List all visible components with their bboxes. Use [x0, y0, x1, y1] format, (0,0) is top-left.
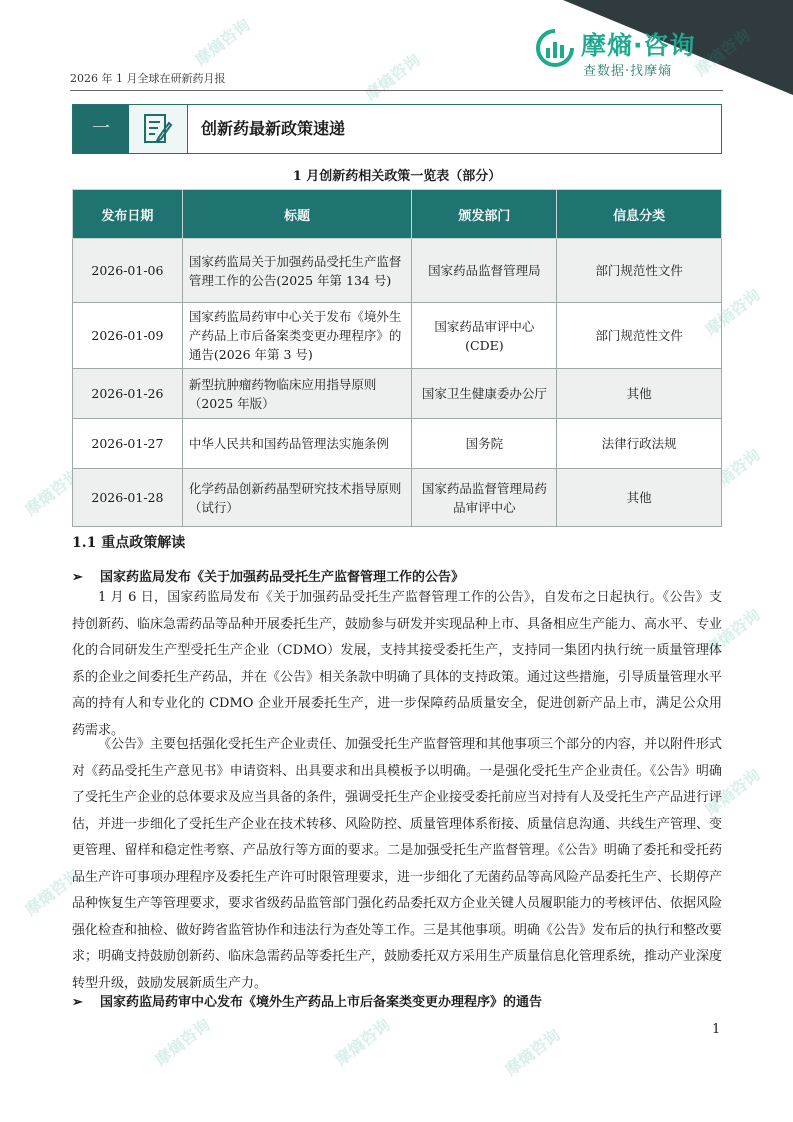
watermark: 摩熵咨询: [701, 285, 764, 340]
cell-date: 2026-01-28: [73, 469, 183, 527]
section-banner: [72, 104, 722, 154]
cell-department: 国家药品审评中心(CDE): [412, 303, 557, 369]
cell-category: 部门规范性文件: [557, 239, 722, 303]
bullet-heading: [72, 991, 542, 1010]
table-row: [73, 369, 722, 419]
cell-category: 其他: [557, 469, 722, 527]
document-edit-icon: [143, 113, 173, 145]
cell-category: 部门规范性文件: [557, 303, 722, 369]
cell-title: 新型抗肿瘤药物临床应用指导原则（2025 年版）: [182, 369, 412, 419]
watermark: 摩熵咨询: [21, 465, 84, 520]
section-icon-box: [129, 105, 188, 153]
cell-department: 国家药品监督管理局药品审评中心: [412, 469, 557, 527]
table-row: [73, 419, 722, 469]
column-header: 标题: [182, 190, 412, 239]
watermark: 摩熵咨询: [331, 1015, 394, 1070]
arrow-bullet-icon: ➢: [72, 995, 83, 1010]
table-row: [73, 469, 722, 527]
watermark: 摩熵咨询: [361, 50, 424, 105]
cell-title: 化学药品创新药晶型研究技术指导原则（试行）: [182, 469, 412, 527]
cell-date: 2026-01-26: [73, 369, 183, 419]
policy-table: [72, 189, 722, 527]
cell-department: 国务院: [412, 419, 557, 469]
brand-logo: [535, 22, 705, 82]
watermark: 摩熵咨询: [701, 765, 764, 820]
watermark: 摩熵咨询: [21, 865, 84, 920]
cell-department: 国家卫生健康委办公厅: [412, 369, 557, 419]
watermark: 摩熵咨询: [701, 445, 764, 500]
bullet-heading-text: 国家药监局药审中心发布《境外生产药品上市后备案类变更办理程序》的通告: [100, 995, 543, 1010]
cell-date: 2026-01-09: [73, 303, 183, 369]
cell-title: 国家药监局药审中心关于发布《境外生产药品上市后备案类变更办理程序》的通告(2026 年第 3 号): [182, 303, 412, 369]
cell-department: 国家药品监督管理局: [412, 239, 557, 303]
bullet-heading: [72, 566, 464, 585]
page-number: 1: [712, 1022, 721, 1037]
logo-slogan: 查数据·找摩熵: [583, 64, 673, 79]
watermark: 摩熵咨询: [701, 605, 764, 660]
table-row: [73, 303, 722, 369]
report-title: 2026 年 1 月全球在研新药月报: [70, 72, 226, 85]
body-paragraph: 《公告》主要包括强化受托生产企业责任、加强受托生产监督管理和其他事项三个部分的内容，并以附件形式对《药品受托生产意见书》申请资料、出具要求和出具模板予以明确。一是强化受托生产企业责任。《公告》明确了受托生产企业的总体要求及应当具备的条件，强调受托生产企业接受委托前应当对持有人及受托生产产品进行评估，并进一步细化了受托生产企业在技术转移、风险防控、质量管理体系衔接、质量信息沟通、共线生产管理、变更管理、留样和稳定性考察、产品放行等方面的要求。二是加强受托生产监督管理。《公告》明确了委托和受托药品生产许可事项办理程序及委托生产许可时限管理要求，进一步细化了无菌药品等高风险产品委托生产、长期停产品种恢复生产等管理要求，要求省级药品监管部门强化药品委托双方企业关键人员履职能力的考核评估、依据风险强化检查和抽检、做好跨省监管协作和违法行为查处等工作。三是其他事项。明确《公告》发布后的执行和整改要求；明确支持鼓励创新药、临床急需药品等委托生产，鼓励委托双方采用生产质量信息化管理系统，推动产业深度转型升级，鼓励发展新质生产力。: [72, 737, 723, 991]
bullet-heading-text: 国家药监局发布《关于加强药品受托生产监督管理工作的公告》: [100, 570, 465, 585]
column-header: 颁发部门: [412, 190, 557, 239]
cell-category: 法律行政法规: [557, 419, 722, 469]
section-title: 创新药最新政策速递: [201, 119, 346, 138]
table-caption: 1 月创新药相关政策一览表（部分）: [292, 169, 502, 184]
cell-date: 2026-01-27: [73, 419, 183, 469]
section-number: 一: [73, 105, 129, 153]
header-divider: [70, 90, 723, 91]
body-paragraph: 1 月 6 日，国家药监局发布《关于加强药品受托生产监督管理工作的公告》，自发布之日起执行。《公告》支持创新药、临床急需药品等品种开展委托生产，鼓励参与研发并实现品种上市、具备相应生产能力、高水平、专业化的合同研发生产型受托生产企业（CDMO）发展，支持其接受委托生产，支持同一集团内执行统一质量管理体系的企业之间委托生产药品，并在《公告》相关条款中明确了具体的支持政策。通过这些措施，引导质量管理水平高的持有人和专业化的 CDMO 企业开展委托生产，进一步保障药品质量安全，促进创新产品上市，满足公众用药需求。: [72, 590, 723, 738]
column-header: 发布日期: [73, 190, 183, 239]
arrow-bullet-icon: ➢: [72, 570, 83, 585]
logo-name: 摩熵·咨询: [581, 31, 696, 60]
table-row: [73, 239, 722, 303]
watermark: 摩熵咨询: [191, 15, 254, 70]
cell-category: 其他: [557, 369, 722, 419]
watermark: 摩熵咨询: [151, 1015, 214, 1070]
watermark: 摩熵咨询: [501, 1025, 564, 1080]
cell-date: 2026-01-06: [73, 239, 183, 303]
column-header: 信息分类: [557, 190, 722, 239]
watermark: 摩熵咨询: [691, 25, 754, 80]
subsection-title: 1.1 重点政策解读: [72, 535, 186, 551]
cell-title: 国家药监局关于加强药品受托生产监督管理工作的公告(2025 年第 134 号): [182, 239, 412, 303]
logo-icon: [535, 28, 575, 68]
table-header-row: [73, 190, 722, 239]
cell-title: 中华人民共和国药品管理法实施条例: [182, 419, 412, 469]
